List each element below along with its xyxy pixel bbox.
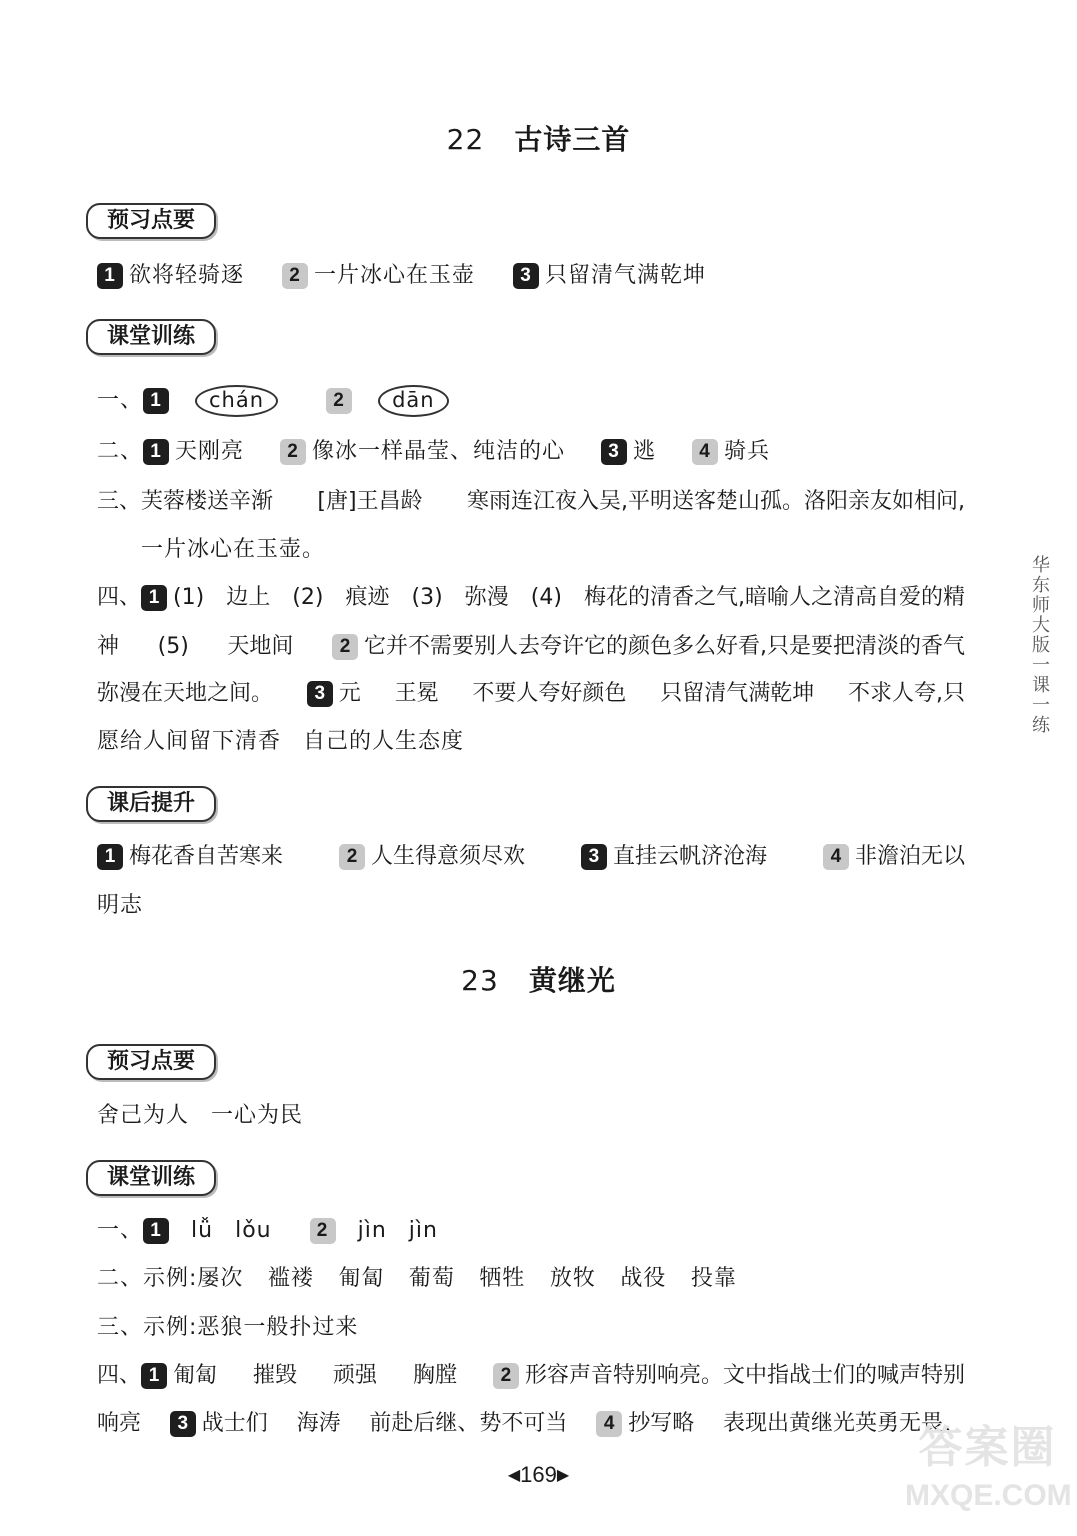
answer-text: 自己的人生态度 — [303, 729, 465, 754]
after-tag-22: 课后提升 — [86, 786, 216, 822]
pinyin-oval: chán — [195, 385, 278, 417]
answer-text: 不求人夸,只 — [847, 681, 965, 706]
pinyin: lǒu — [235, 1218, 272, 1243]
answer-text: 葡萄 — [408, 1266, 455, 1291]
q-prefix: 三、 — [97, 489, 142, 514]
watermark-top: 答案圈 — [918, 1423, 1057, 1472]
q3-22-line1 — [97, 485, 965, 519]
q4-part3 — [170, 1407, 268, 1441]
badge-3: 3 — [581, 844, 607, 870]
answer-text: 弥漫 — [464, 585, 509, 610]
q4-part4 — [596, 1407, 694, 1441]
answer-text: 褴褛 — [267, 1266, 314, 1291]
badge-1: 1 — [141, 585, 167, 611]
answer-text: 只留清气满乾坤 — [545, 263, 707, 288]
badge-2: 2 — [280, 439, 306, 465]
sub-num: (1) — [173, 585, 205, 610]
answer-text: 天刚亮 — [175, 439, 245, 464]
answer-text: 牺牲 — [479, 1266, 526, 1291]
q2-head — [97, 1262, 243, 1296]
poem-author: [唐]王昌龄 — [317, 489, 423, 514]
q3-head — [97, 485, 273, 519]
answer-text: 梅花香自苦寒来 — [129, 844, 284, 869]
answer-text: 非澹泊无以 — [854, 844, 965, 869]
answer-text: 放牧 — [549, 1266, 596, 1291]
answer-text: 前赴后继、势不可当 — [369, 1411, 568, 1436]
q4-head — [97, 1359, 217, 1393]
badge-1: 1 — [143, 1218, 169, 1244]
answer-text: 愿给人间留下清香 — [97, 729, 282, 754]
badge-2: 2 — [310, 1218, 336, 1244]
badge-2: 2 — [493, 1363, 519, 1389]
q4-part2 — [493, 1359, 965, 1393]
pinyin-oval: dān — [378, 385, 449, 417]
answer-text: 投靠 — [690, 1266, 737, 1291]
prep-answers-23 — [97, 1099, 303, 1133]
after-item — [581, 840, 767, 874]
answer-text: 海涛 — [296, 1411, 341, 1436]
section-22-title — [0, 118, 1077, 158]
q1-22 — [97, 383, 449, 419]
side-series-label: 华东师大版一课一练 — [1029, 555, 1050, 735]
answer-text: 抄写略 — [628, 1411, 695, 1436]
q1-23 — [97, 1214, 438, 1248]
badge-2: 2 — [332, 634, 358, 660]
badge-4: 4 — [692, 439, 718, 465]
q-prefix: 一、 — [97, 388, 144, 413]
badge-4: 4 — [596, 1411, 622, 1437]
answer-text: 顽强 — [332, 1363, 377, 1388]
answer-text: 表现出黄继光英勇无畏、 — [722, 1411, 965, 1436]
badge-3: 3 — [307, 681, 333, 707]
q-prefix: 二、 — [97, 439, 144, 464]
badge-1: 1 — [143, 439, 169, 465]
q2-22 — [97, 435, 770, 469]
q4-head — [97, 581, 204, 615]
class-tag-23: 课堂训练 — [86, 1160, 216, 1196]
answer-text: 梅花的清香之气,暗喻人之清高自爱的精 — [583, 585, 965, 610]
section-number: 22 — [446, 123, 485, 156]
answer-text: 它并不需要别人去夸许它的颜色多么好看,只是要把清淡的香气 — [363, 634, 965, 659]
sub-num: (4) — [530, 585, 562, 610]
sub-num: (3) — [411, 585, 443, 610]
pinyin: jìn — [357, 1218, 387, 1243]
after-answers-22 — [97, 840, 965, 874]
q4-part3 — [307, 677, 361, 711]
after-item — [823, 840, 965, 874]
section-23-title — [0, 959, 1077, 999]
prep-tag-22: 预习点要 — [86, 203, 216, 239]
triangle-right-icon: ▶ — [556, 1467, 570, 1484]
sub-num: (2) — [292, 585, 324, 610]
answer-text: 边上 — [226, 585, 271, 610]
answer-text: 直挂云帆济沧海 — [612, 844, 767, 869]
poem-title: 芙蓉楼送辛渐 — [141, 489, 274, 514]
answer-text: 一心为民 — [211, 1103, 304, 1128]
watermark-bottom: MXQE.COM — [905, 1479, 1072, 1512]
badge-3: 3 — [601, 439, 627, 465]
after-item — [97, 840, 283, 874]
answer-text: 欲将轻骑逐 — [129, 263, 245, 288]
q-prefix: 三、示例: — [97, 1315, 198, 1340]
answer-text: 一片冰心在玉壶 — [314, 263, 476, 288]
prep-answers-22 — [97, 259, 706, 293]
q3-22-line2: 一片冰心在玉壶。 — [141, 537, 326, 562]
q4-22-line1 — [97, 581, 965, 615]
watermark-logo — [905, 1420, 1070, 1530]
answer-text: 天地间 — [227, 634, 294, 659]
answer-text: 神 — [97, 634, 120, 659]
answer-text: 舍己为人 — [97, 1103, 190, 1128]
answer-text: 人生得意须尽欢 — [370, 844, 525, 869]
badge-3: 3 — [170, 1411, 196, 1437]
answer-text: 元 — [338, 681, 361, 706]
q4-23-line2 — [97, 1407, 965, 1441]
badge-3: 3 — [513, 263, 539, 289]
q-prefix: 四、 — [97, 585, 142, 610]
triangle-left-icon: ◀ — [507, 1467, 521, 1484]
answer-text: 响亮 — [97, 1411, 142, 1436]
section-title-text: 黄继光 — [528, 964, 616, 997]
answer-text: 痕迹 — [345, 585, 390, 610]
answer-text: 匍匐 — [173, 1363, 218, 1388]
answer-text: 弥漫在天地之间。 — [97, 681, 274, 706]
badge-1: 1 — [141, 1363, 167, 1389]
badge-2: 2 — [326, 388, 352, 414]
q3-23 — [97, 1311, 358, 1345]
poem-text: 寒雨连江夜入吴,平明送客楚山孤。洛阳亲友如相问, — [466, 489, 965, 514]
class-tag-22: 课堂训练 — [86, 319, 216, 355]
q-prefix: 四、 — [97, 1363, 142, 1388]
badge-4: 4 — [823, 844, 849, 870]
pinyin: jìn — [408, 1218, 438, 1243]
q4-22-line3 — [97, 677, 965, 711]
answer-text: 逃 — [633, 439, 657, 464]
page-number-value: 169 — [520, 1462, 557, 1487]
sub-num: (5) — [157, 634, 189, 659]
section-title-text: 古诗三首 — [514, 123, 631, 156]
badge-1: 1 — [143, 388, 169, 414]
pinyin: lǚ — [191, 1218, 214, 1243]
answer-text: 胸膛 — [412, 1363, 457, 1388]
badge-1: 1 — [97, 263, 123, 289]
q-prefix: 一、 — [97, 1218, 144, 1243]
badge-2: 2 — [339, 844, 365, 870]
prep-tag-23: 预习点要 — [86, 1044, 216, 1080]
badge-2: 2 — [282, 263, 308, 289]
answer-text: 形容声音特别响亮。文中指战士们的喊声特别 — [524, 1363, 965, 1388]
q2-23 — [97, 1262, 737, 1296]
q4-part2 — [332, 630, 965, 664]
after-item — [339, 840, 525, 874]
section-number: 23 — [461, 964, 499, 997]
answer-text: 屡次 — [197, 1266, 244, 1291]
answer-text: 战士们 — [201, 1411, 268, 1436]
answer-text: 像冰一样晶莹、纯洁的心 — [312, 439, 566, 464]
q4-22-line4 — [97, 725, 464, 759]
answer-text: 恶狼一般扑过来 — [197, 1315, 359, 1340]
q4-23-line1 — [97, 1359, 965, 1393]
answer-text: 骑兵 — [724, 439, 771, 464]
answer-text: 不要人夸好颜色 — [472, 681, 627, 706]
answer-text: 战役 — [620, 1266, 667, 1291]
answer-text: 摧毁 — [253, 1363, 298, 1388]
q-prefix: 二、示例: — [97, 1266, 198, 1291]
answer-text: 只留清气满乾坤 — [660, 681, 815, 706]
after-line2-22: 明志 — [97, 893, 144, 918]
answer-text: 王冕 — [394, 681, 439, 706]
q4-22-line2 — [97, 630, 965, 664]
badge-1: 1 — [97, 844, 123, 870]
answer-text: 匍匐 — [338, 1266, 385, 1291]
